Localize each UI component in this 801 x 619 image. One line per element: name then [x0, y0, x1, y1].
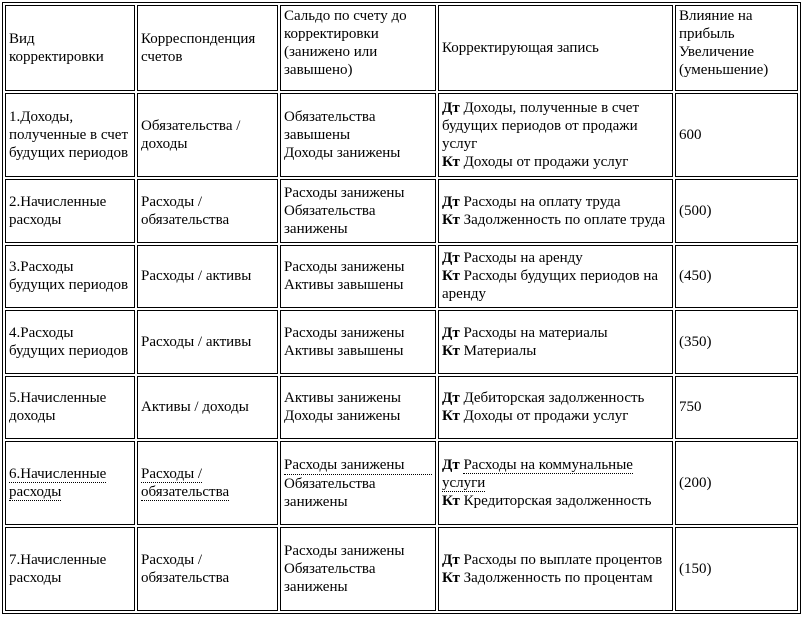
balance-line: Обязательства занижены: [284, 202, 376, 237]
header-impact: [675, 5, 798, 91]
debit-label: Дт: [442, 457, 460, 473]
correspondence: Расходы / активы: [137, 310, 278, 374]
entry: [438, 441, 673, 525]
credit-line: [442, 407, 669, 425]
adjustment-type: [5, 441, 135, 525]
correspondence: Активы / доходы: [137, 376, 278, 440]
header-impact-title: Влияние на прибыль: [679, 8, 753, 42]
correspondence: Обязательства / доходы: [137, 93, 278, 177]
balance-line: Расходы занижены: [284, 456, 432, 475]
balance: [280, 527, 436, 611]
balance: [280, 245, 436, 309]
adjustments-table: [2, 2, 801, 614]
balance: [280, 376, 436, 440]
header-entry: Корректирующая запись: [438, 5, 673, 91]
credit-label: Кт: [442, 268, 460, 285]
debit-line: [442, 551, 669, 569]
header-type: Вид корректировки: [5, 5, 135, 91]
debit-line: [442, 99, 669, 153]
credit-label: Кт: [442, 408, 460, 425]
balance-line: Обязательства завышены: [284, 109, 376, 144]
credit-text: Материалы: [463, 342, 537, 359]
credit-text: Расходы будущих периодов на аренду: [442, 268, 659, 303]
impact-value: 750: [675, 376, 798, 440]
balance: [280, 93, 436, 177]
header-correspondence: Корреспонденция счетов: [137, 5, 278, 91]
adjustment-type: 3.Расходы будущих периодов: [5, 245, 135, 309]
table-row: [5, 441, 798, 525]
table-row: [5, 179, 798, 243]
credit-text: Доходы от продажи услуг: [463, 154, 629, 171]
adjustment-type: 1.Доходы, полученные в счет будущих периодов: [5, 93, 135, 177]
debit-label: Дт: [442, 324, 460, 341]
debit-label: Дт: [442, 390, 460, 407]
adjustment-type: 5.Начисленные доходы: [5, 376, 135, 440]
debit-label: Дт: [442, 100, 460, 117]
debit-text: Расходы на материалы: [463, 324, 608, 341]
credit-line: [442, 342, 669, 360]
balance: [280, 441, 436, 525]
credit-text: Кредиторская задолженность: [463, 493, 652, 509]
impact-value: (350): [675, 310, 798, 374]
balance-line: Активы завышены: [284, 342, 404, 359]
correspondence-text: Расходы / обязательства: [141, 466, 230, 500]
adjustment-type: 2.Начисленные расходы: [5, 179, 135, 243]
correspondence: Расходы / активы: [137, 245, 278, 309]
debit-text: Расходы на коммунальные услуги: [442, 457, 633, 491]
table-row: [5, 527, 798, 611]
debit-label: Дт: [442, 250, 460, 267]
debit-line: [442, 324, 669, 342]
entry: [438, 527, 673, 611]
table-row: [5, 376, 798, 440]
correspondence: Расходы / обязательства: [137, 527, 278, 611]
balance-line: Расходы занижены: [284, 259, 405, 276]
debit-text: Расходы на аренду: [463, 250, 583, 267]
debit-text: Доходы, полученные в счет будущих периодов от продажи услуг: [442, 100, 640, 153]
balance-line: Расходы занижены: [284, 184, 405, 201]
table-row: [5, 93, 798, 177]
credit-line: [442, 569, 669, 587]
balance-line: Активы завышены: [284, 277, 404, 294]
impact-value: (200): [675, 441, 798, 525]
credit-label: Кт: [442, 493, 460, 509]
credit-line: [442, 492, 669, 510]
table-row: [5, 310, 798, 374]
debit-line: [442, 249, 669, 267]
entry: [438, 310, 673, 374]
credit-label: Кт: [442, 154, 460, 171]
impact-value: (450): [675, 245, 798, 309]
balance: [280, 310, 436, 374]
balance-line: Доходы занижены: [284, 145, 401, 162]
entry: [438, 93, 673, 177]
table-row: [5, 245, 798, 309]
balance: [280, 179, 436, 243]
impact-value: (150): [675, 527, 798, 611]
balance-line: Расходы занижены: [284, 324, 405, 341]
credit-text: Доходы от продажи услуг: [463, 408, 629, 425]
balance-line: Обязательства занижены: [284, 475, 376, 510]
table-header-row: [5, 5, 798, 91]
balance-line: Активы занижены: [284, 390, 401, 407]
entry: [438, 376, 673, 440]
credit-label: Кт: [442, 211, 460, 228]
correspondence: [137, 441, 278, 525]
header-balance: Сальдо по счету до корректировки (занижено или завышено): [280, 5, 436, 91]
debit-label: Дт: [442, 193, 460, 210]
debit-label: Дт: [442, 552, 460, 568]
debit-line: [442, 389, 669, 407]
debit-line: [442, 456, 669, 492]
header-impact-sub: Увеличение (уменьшение): [679, 44, 769, 78]
debit-text: Дебиторская задолженность: [463, 390, 645, 407]
credit-label: Кт: [442, 570, 460, 586]
debit-text: Расходы на оплату труда: [463, 193, 621, 210]
balance-line: Расходы занижены: [284, 543, 405, 559]
impact-value: (500): [675, 179, 798, 243]
entry: [438, 245, 673, 309]
debit-line: [442, 193, 669, 211]
credit-text: Задолженность по оплате труда: [463, 211, 666, 228]
adjustment-type: 4.Расходы будущих периодов: [5, 310, 135, 374]
credit-line: [442, 211, 669, 229]
credit-line: [442, 267, 669, 303]
balance-line: Обязательства занижены: [284, 561, 376, 595]
credit-line: [442, 153, 669, 171]
correspondence: Расходы / обязательства: [137, 179, 278, 243]
adjustment-type-text: 6.Начисленные расходы: [9, 466, 107, 500]
adjustment-type: 7.Начисленные расходы: [5, 527, 135, 611]
entry: [438, 179, 673, 243]
credit-text: Задолженность по процентам: [463, 570, 653, 586]
debit-text: Расходы по выплате процентов: [463, 552, 663, 568]
impact-value: 600: [675, 93, 798, 177]
credit-label: Кт: [442, 342, 460, 359]
balance-line: Доходы занижены: [284, 408, 401, 425]
